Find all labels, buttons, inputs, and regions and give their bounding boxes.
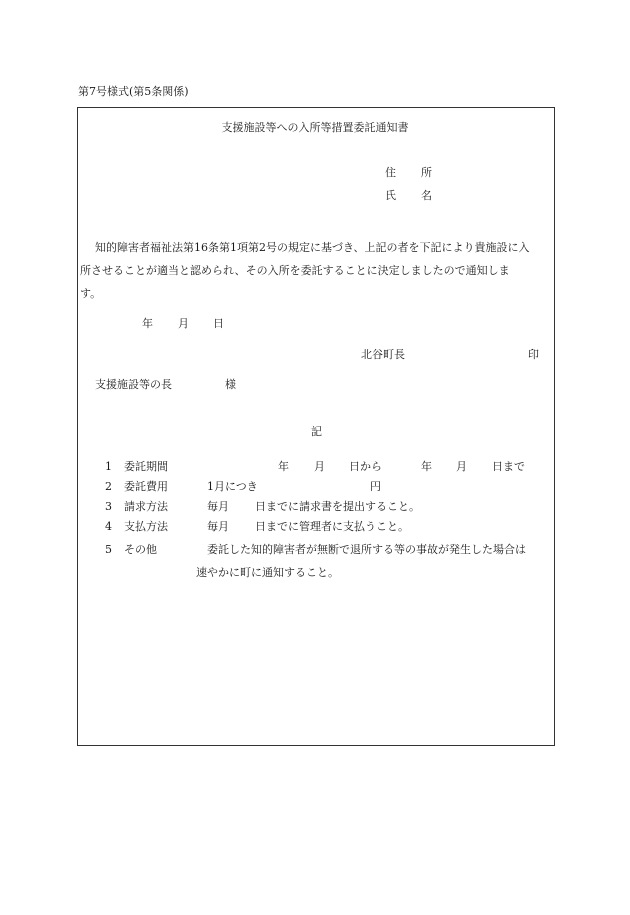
period-start-month: 月 — [314, 460, 325, 473]
cost-yen-unit: 円 — [370, 480, 381, 493]
billing-text: 日までに請求書を提出すること。 — [255, 500, 420, 513]
body-line-1: 知的障害者福祉法第16条第1項第2号の規定に基づき、上記の者を下記により貴施設に入 — [95, 241, 530, 254]
period-start-day: 日から — [349, 460, 382, 473]
item-label-billing: 請求方法 — [124, 500, 168, 513]
seal-mark: 印 — [528, 348, 539, 361]
body-line-3: す。 — [80, 287, 102, 300]
item-number: 5 — [105, 543, 112, 556]
item-number: 2 — [105, 480, 112, 493]
item-number: 4 — [105, 520, 112, 533]
payment-monthly: 毎月 — [207, 520, 229, 533]
document-title: 支援施設等への入所等措置委託通知書 — [221, 121, 409, 134]
item-label-payment: 支払方法 — [124, 520, 168, 533]
address-label-char-1: 住 — [385, 166, 396, 179]
date-day: 日 — [213, 317, 224, 330]
issuer-name: 北谷町長 — [361, 348, 405, 361]
other-text-line-1: 委託した知的障害者が無断で退所する等の事故が発生した場合は — [207, 543, 526, 556]
date-month: 月 — [178, 317, 189, 330]
item-label-other: その他 — [124, 543, 157, 556]
item-number: 1 — [105, 460, 112, 473]
address-label-char-2: 所 — [421, 166, 432, 179]
form-number-label: 第7号様式(第5条関係) — [78, 85, 189, 98]
billing-monthly: 毎月 — [207, 500, 229, 513]
period-start-year: 年 — [278, 460, 289, 473]
other-text-line-2: 速やかに町に通知すること。 — [196, 566, 339, 579]
ki-heading: 記 — [311, 425, 322, 438]
name-label-char-2: 名 — [421, 189, 432, 202]
name-label-char-1: 氏 — [385, 189, 396, 202]
period-end-year: 年 — [421, 460, 432, 473]
item-number: 3 — [105, 500, 112, 513]
period-end-day: 日まで — [492, 460, 525, 473]
recipient-name: 支援施設等の長 — [95, 378, 172, 391]
body-line-2: 所させることが適当と認められ、その入所を委託することに決定しましたので通知しま — [80, 264, 510, 277]
recipient-honorific: 様 — [225, 378, 236, 391]
payment-text: 日までに管理者に支払うこと。 — [255, 520, 409, 533]
date-year: 年 — [142, 317, 153, 330]
cost-per-month: 1月につき — [207, 480, 258, 493]
item-label-cost: 委託費用 — [124, 480, 168, 493]
item-label-period: 委託期間 — [124, 460, 168, 473]
period-end-month: 月 — [456, 460, 467, 473]
